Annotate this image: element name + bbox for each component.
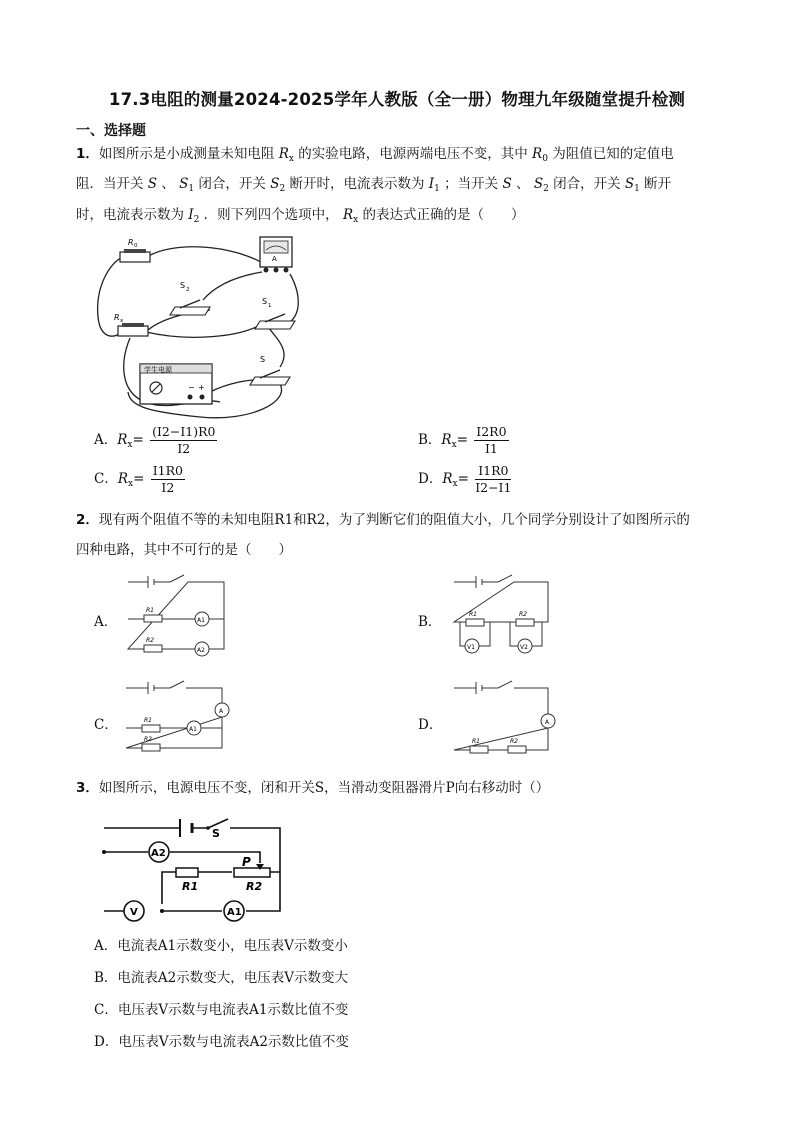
power-supply xyxy=(140,364,212,404)
svg-text:R1: R1 xyxy=(182,880,199,893)
q2-option-a-label[interactable]: A． xyxy=(94,614,118,630)
q3-option-b[interactable]: B．电流表A2示数变大，电压表V示数变大 xyxy=(94,970,349,986)
svg-text:S: S xyxy=(212,827,220,840)
svg-text:A: A xyxy=(219,708,224,715)
svg-text:A: A xyxy=(545,719,550,726)
svg-text:V1: V1 xyxy=(467,644,475,651)
q1-a-fraction: $\frac{(I2-I1)R0}{I2}$ xyxy=(152,424,216,456)
svg-text:A: A xyxy=(272,255,277,263)
q2-option-d-label[interactable]: D． xyxy=(418,717,443,733)
q1-option-b[interactable]: B．$R_x=$ $\frac{I2R0}{I1}$ xyxy=(418,424,507,456)
q2-option-b-label[interactable]: B． xyxy=(418,614,442,630)
q2-number: 2． xyxy=(76,512,99,528)
svg-text:S: S xyxy=(262,297,268,306)
q2-option-c-label[interactable]: C． xyxy=(94,717,118,733)
svg-text:S: S xyxy=(260,355,266,364)
q2-line-1: 2．现有两个阻值不等的未知电阻R1和R2，为了判断它们的阻值大小，几个同学分别设计了如图所示的 xyxy=(76,512,690,528)
svg-text:A1: A1 xyxy=(197,617,205,624)
q1-option-d[interactable]: D．$R_x=$ $\frac{I1R0}{I2-I1}$ xyxy=(418,463,512,495)
svg-text:−: − xyxy=(188,383,195,392)
svg-text:P: P xyxy=(242,855,251,869)
q1-option-c[interactable]: C．$R_x=$ $\frac{I1R0}{I2}$ xyxy=(94,463,183,495)
svg-text:V: V xyxy=(130,907,138,918)
svg-text:V2: V2 xyxy=(520,644,528,651)
svg-text:A1: A1 xyxy=(189,726,197,733)
svg-text:x: x xyxy=(120,318,124,324)
q1-c-fraction: $\frac{I1R0}{I2}$ xyxy=(152,463,183,495)
q1-line-2: 阻．当开关 S 、 $S_1$ 闭合，开关 $S_2$ 断开时，电流表示数为 $I_1$ ；当开关 S 、 $S_2$ 闭合，开关 $S_1$ 断开 xyxy=(76,176,672,194)
q3-option-d[interactable]: D．电压表V示数与电流表A2示数比值不变 xyxy=(94,1034,349,1050)
rx-resistor xyxy=(114,313,148,336)
svg-text:R2: R2 xyxy=(510,738,518,745)
section-heading: 一、选择题 xyxy=(76,123,146,139)
svg-text:R: R xyxy=(114,313,120,322)
q1-line-3: 时，电流表示数为 $I_2$ ．则下列四个选项中， $R_x$ 的表达式正确的是（ ） xyxy=(76,207,525,225)
svg-text:R1: R1 xyxy=(472,738,480,745)
svg-text:R2: R2 xyxy=(519,611,527,618)
q3-line-1: 3．如图所示，电源电压不变，闭和开关S，当滑动变阻器滑片P向右移动时（） xyxy=(76,780,550,796)
q1-d-fraction: $\frac{I1R0}{I2-I1}$ xyxy=(475,463,512,495)
q3-circuit-figure xyxy=(100,816,286,924)
q3-option-a[interactable]: A．电流表A1示数变小，电压表V示数变小 xyxy=(94,938,348,954)
q1-line-1: 1．如图所示是小成测量未知电阻 $R_x$ 的实验电路，电源两端电压不变，其中 $R_0$ 为阻值已知的定值电 xyxy=(76,146,674,164)
q2-circuit-c xyxy=(120,678,230,758)
r0-resistor xyxy=(120,238,150,262)
svg-text:0: 0 xyxy=(134,243,138,249)
q1-option-a[interactable]: A．$R_x=$ $\frac{(I2-I1)R0}{I2}$ xyxy=(94,424,216,456)
svg-text:R1: R1 xyxy=(144,717,152,724)
q2-line-2: 四种电路，其中不可行的是（ ） xyxy=(76,542,292,558)
page-title: 17.3电阻的测量2024-2025学年人教版（全一册）物理九年级随堂提升检测 xyxy=(108,90,686,109)
svg-text:R1: R1 xyxy=(146,607,154,614)
q2-circuit-a xyxy=(120,570,230,662)
q2-circuit-d xyxy=(450,678,560,758)
svg-text:R2: R2 xyxy=(144,736,152,743)
q1-b-fraction: $\frac{I2R0}{I1}$ xyxy=(476,424,507,456)
svg-text:A2: A2 xyxy=(151,848,166,859)
svg-text:R2: R2 xyxy=(246,880,263,893)
svg-text:R1: R1 xyxy=(469,611,477,618)
svg-text:R2: R2 xyxy=(146,637,154,644)
q3-number: 3． xyxy=(76,780,99,796)
q2-circuit-b xyxy=(448,570,556,662)
svg-text:2: 2 xyxy=(186,287,190,293)
svg-text:+: + xyxy=(198,383,205,392)
q1-number: 1． xyxy=(76,146,99,162)
q3-option-c[interactable]: C．电压表V示数与电流表A1示数比值不变 xyxy=(94,1002,349,1018)
svg-text:A1: A1 xyxy=(227,907,242,918)
svg-text:R: R xyxy=(128,238,134,247)
svg-text:A2: A2 xyxy=(197,647,205,654)
svg-text:1: 1 xyxy=(268,303,272,309)
ammeter xyxy=(260,237,292,273)
switch-s1 xyxy=(255,297,295,329)
svg-text:S: S xyxy=(180,281,186,290)
svg-text:学生电源: 学生电源 xyxy=(144,366,172,374)
q1-circuit-figure xyxy=(90,232,315,424)
